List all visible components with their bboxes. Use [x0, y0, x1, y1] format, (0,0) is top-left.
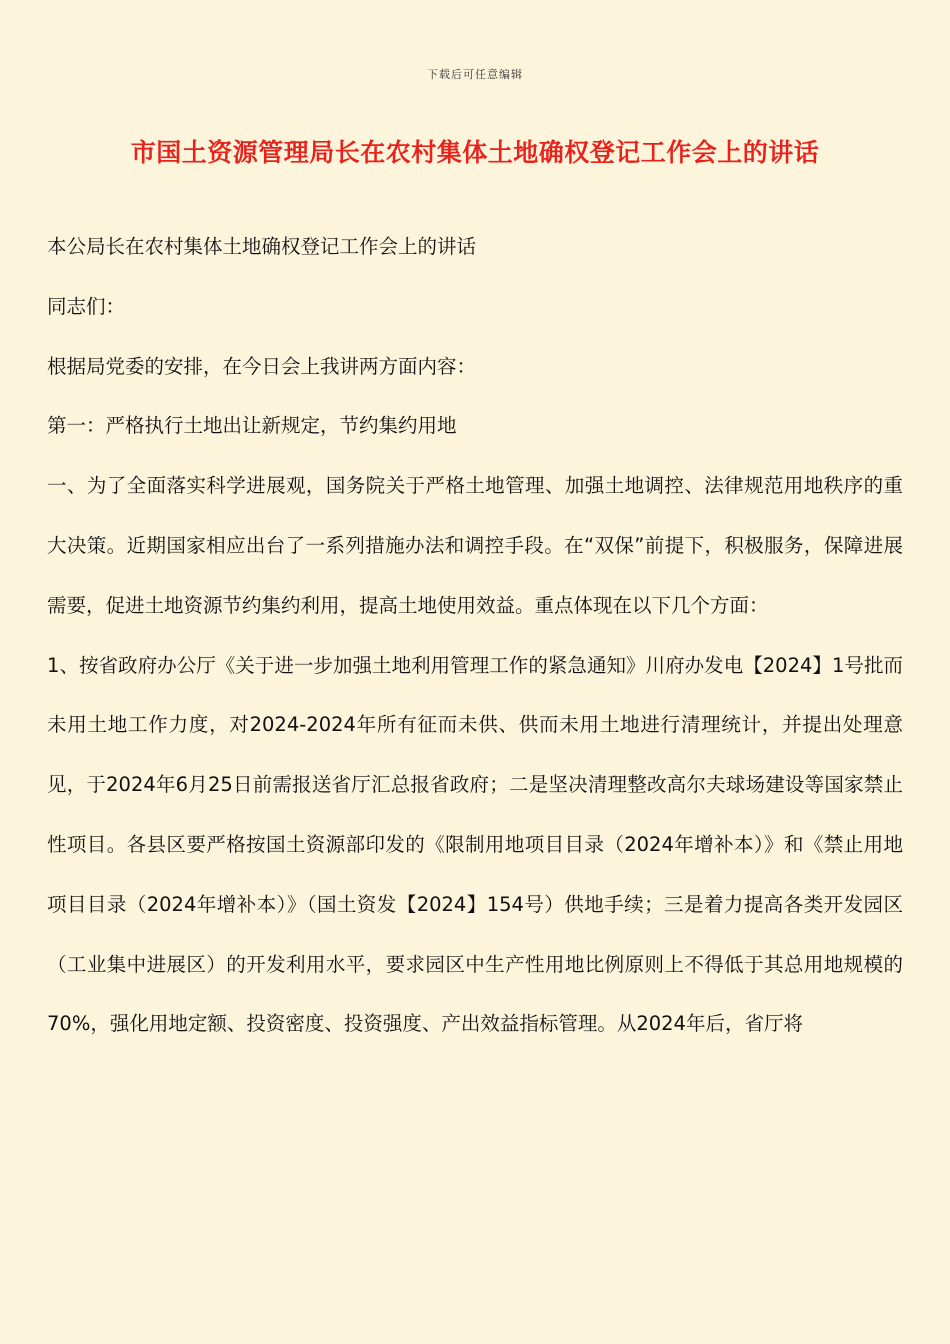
intro-paragraph: 根据局党委的安排，在今日会上我讲两方面内容：	[47, 354, 477, 378]
salutation-paragraph: 同志们：	[47, 294, 126, 318]
document-title: 市国土资源管理局长在农村集体土地确权登记工作会上的讲话	[130, 138, 820, 167]
subtitle-paragraph: 本公局长在农村集体土地确权登记工作会上的讲话	[47, 235, 477, 258]
edit-note: 下载后可任意编辑	[427, 68, 523, 81]
body-paragraph-1: 一、为了全面落实科学进展观，国务院关于严格土地管理、加强土地调控、法律规范用地秩序的重大决策。近期国家相应出台了一系列措施办法和调控手段。在“双保”前提下，积极服务，保障进展需要，促进土地资源节约集约利用，提高土地使用效益。重点体现在以下几个方面：	[47, 474, 903, 617]
section-heading: 第一：严格执行土地出让新规定，节约集约用地	[47, 414, 457, 438]
body-paragraph-2: 1、按省政府办公厅《关于进一步加强土地利用管理工作的紧急通知》川府办发电【2024】1号批而未用土地工作力度，对2024-2024年所有征而未供、供而未用土地进行清理统计，并提出处理意见，于2024年6月25日前需报送省厅汇总报省政府；二是坚决清理整改高尔夫球场建设等国家禁止性项目。各县区要严格按国土资源部印发的《限制用地项目目录（2024年增补本）》和《禁止用地项目目录（2024年增补本）》（国土资发【2024】154号）供地手续；三是着力提高各类开发园区（工业集中进展区）的开发利用水平，要求园区中生产性用地比例原则上不得低于其总用地规模的70%，强化用地定额、投资密度、投资强度、产出效益指标管理。从2024年后，省厅将	[47, 653, 903, 1036]
document-body	[47, 217, 903, 1054]
